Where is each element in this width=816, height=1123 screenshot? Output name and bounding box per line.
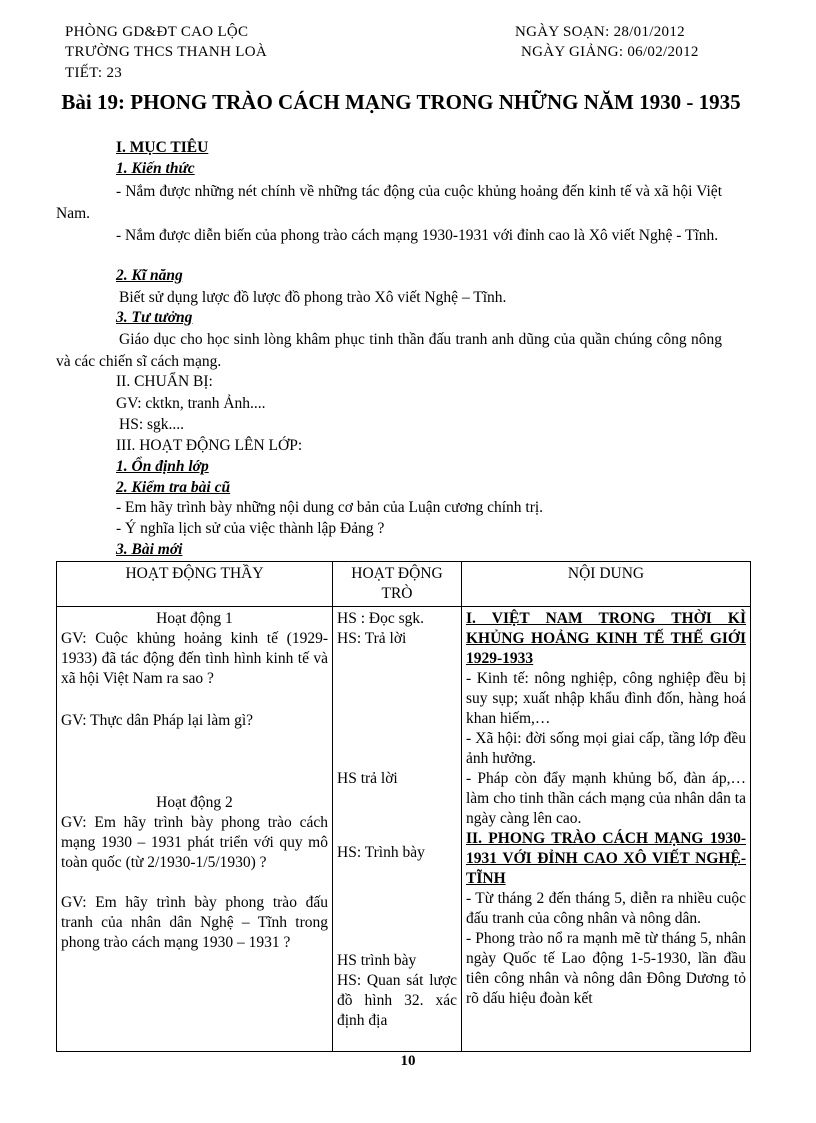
teacher-question-3: GV: Em hãy trình bày phong trào cách mạng 1930 – 1931 phát triển với quy mô toàn quốc (từ 2/1930-1/5/1930) ?: [61, 814, 328, 871]
content-section-2-item: - Phong trào nổ ra mạnh mẽ từ tháng 5, nhân ngày Quốc tế Lao động 1-5-1930, lần đầu tiên công nhân và nông dân Đông Dương tỏ rõ dấu hiệu đoàn kết: [466, 930, 746, 1007]
teacher-materials: GV: cktkn, tranh Ảnh....: [116, 395, 266, 412]
review-question-2: - Ý nghĩa lịch sử của việc thành lập Đảng ?: [116, 520, 385, 537]
content-section-1-item: - Xã hội: đời sống mọi giai cấp, tầng lớp đều ảnh hưởng.: [466, 730, 746, 767]
content-section-1-item: - Kinh tế: nông nghiệp, công nghiệp đều bị suy sụp; xuất nhập khẩu đình đốn, hàng hoá khan hiếm,…: [466, 670, 746, 727]
period-number: TIẾT: 23: [65, 65, 123, 81]
school-name: TRƯỜNG THCS THANH LOÀ: [65, 44, 267, 60]
content-section-2-item: - Từ tháng 2 đến tháng 5, diễn ra nhiều cuộc đấu tranh của công nhân và nông dân.: [466, 890, 746, 927]
content-section-1-title: I. VIỆT NAM TRONG THỜI KÌ KHỦNG HOẢNG KINH TẾ THẾ GIỚI 1929-1933: [466, 610, 746, 667]
step-review: 2. Kiểm tra bài cũ: [116, 479, 231, 496]
review-question-1: - Em hãy trình bày những nội dung cơ bản của Luận cương chính trị.: [116, 499, 544, 516]
teaching-date: NGÀY GIẢNG: 06/02/2012: [521, 44, 699, 60]
header-student-activity: HOẠT ĐỘNG TRÒ: [333, 562, 462, 607]
student-activity-cell: [333, 607, 462, 1052]
lesson-title: Bài 19: PHONG TRÀO CÁCH MẠNG TRONG NHỮNG NĂM 1930 - 1935: [61, 90, 741, 114]
page-number: 10: [400, 1053, 416, 1069]
header-content: NỘI DUNG: [462, 562, 751, 607]
activity-2-label: Hoạt động 2: [156, 794, 233, 811]
knowledge-heading: 1. Kiến thức: [116, 160, 195, 177]
knowledge-item-2: - Nắm được diễn biến của phong trào cách mạng 1930-1931 với đỉnh cao là Xô viết Nghệ - Tĩnh.: [116, 227, 719, 244]
preparation-heading: II. CHUẨN BỊ:: [116, 373, 213, 390]
objectives-heading: I. MỤC TIÊU: [116, 139, 209, 156]
teacher-question-2: GV: Thực dân Pháp lại làm gì?: [61, 712, 254, 729]
header-teacher-activity: HOẠT ĐỘNG THẦY: [57, 562, 333, 607]
student-response-2: HS: Trả lời: [337, 630, 407, 647]
teacher-question-4: GV: Em hãy trình bày phong trào đấu tranh của nhân dân Nghệ – Tĩnh trong phong trào cách mạng 1930 – 1931 ?: [61, 894, 328, 951]
teacher-question-1: GV: Cuộc khủng hoảng kinh tế (1929-1933) đã tác động đến tình hình kinh tế và xã hội Việt Nam ra sao ?: [61, 630, 328, 687]
student-materials: HS: sgk....: [119, 416, 185, 433]
content-section-2-title: II. PHONG TRÀO CÁCH MẠNG 1930-1931 VỚI ĐỈNH CAO XÔ VIẾT NGHỆ-TĨNH: [466, 830, 746, 887]
attitude-text: Giáo dục cho học sinh lòng khâm phục tinh thần đấu tranh anh dũng của quần chúng công nông và các chiến sĩ cách mạng.: [56, 331, 722, 370]
skills-text: Biết sử dụng lược đồ lược đồ phong trào Xô viết Nghệ – Tĩnh.: [119, 289, 507, 306]
activity-1-label: Hoạt động 1: [156, 610, 233, 627]
lesson-plan-table: [56, 561, 751, 1052]
teacher-activity-cell: [57, 607, 333, 1052]
table-header-row: [57, 562, 751, 607]
preparation-date: NGÀY SOẠN: 28/01/2012: [515, 24, 685, 40]
department-name: PHÒNG GD&ĐT CAO LỘC: [65, 24, 249, 40]
student-response-4: HS: Trình bày: [337, 844, 425, 861]
attitude-heading: 3. Tư tưởng: [116, 309, 193, 326]
table-row: [57, 607, 751, 1052]
student-response-5: HS trình bày: [337, 952, 417, 969]
step-new-lesson: 3. Bài mới: [116, 541, 183, 558]
skills-heading: 2. Kĩ năng: [116, 267, 183, 284]
student-response-1: HS : Đọc sgk.: [337, 610, 424, 627]
step-class-order: 1. Ổn định lớp: [116, 458, 209, 475]
student-response-3: HS trả lời: [337, 770, 398, 787]
content-cell: [462, 607, 751, 1052]
student-response-6: HS: Quan sát lược đồ hình 32. xác định địa: [337, 972, 457, 1029]
content-section-1-item: - Pháp còn đẩy mạnh khủng bố, đàn áp,…làm cho tinh thần cách mạng của nhân dân ta ngày càng lên cao.: [466, 770, 746, 827]
knowledge-item-1: - Nắm được những nét chính về những tác động của cuộc khủng hoảng đến kinh tế và xã hội Việt Nam.: [56, 183, 722, 222]
activities-heading: III. HOẠT ĐỘNG LÊN LỚP:: [116, 437, 303, 454]
